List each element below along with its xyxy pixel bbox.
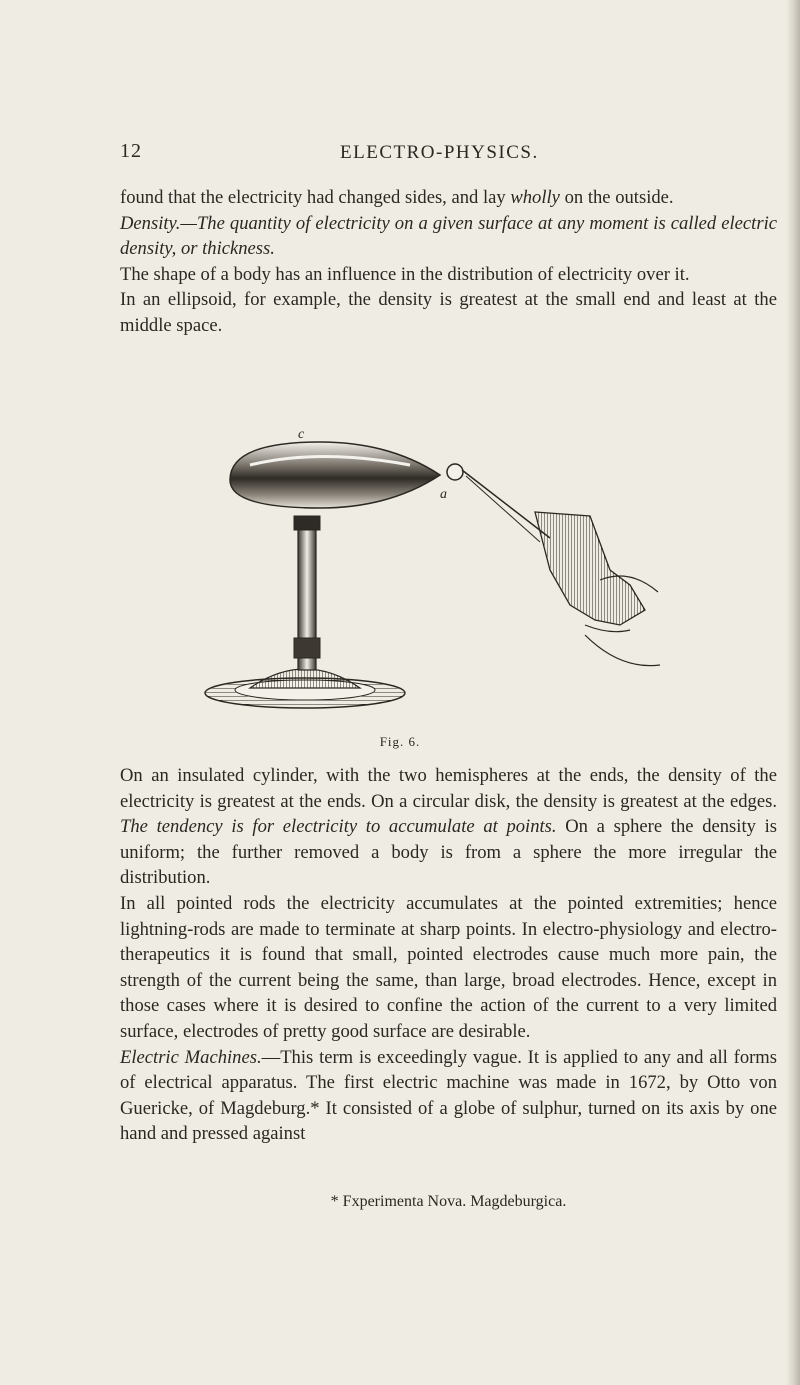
paragraph-text: The shape of a body has an influence in the distribution of electricity over it. (120, 263, 690, 285)
paragraph-text: —This term is exceedingly vague. It is applied to any and all forms of electrical apparatus. The first electric machine was made in 1672, by Otto von Guericke, of Magdeburg.* It consisted of a globe of sulphur, turned on its axis by one hand and pressed against (120, 1046, 778, 1145)
paragraph-text: In all pointed rods the electricity accumulates at the pointed extremities; hence lightning-rods are made to terminate at sharp points. In electro-physiology and electro-therapeutics it is found that small, pointed electrodes cause much more pain, the strength of the current being the same, than large, broad electrodes. Hence, except in those cases where it is desired to confine the action of the current to a very limited surface, electrodes of pretty good surface are desirable. (120, 892, 777, 1042)
paragraph (120, 185, 777, 211)
ellipsoid-apparatus-illustration (190, 420, 730, 725)
paragraph (120, 1045, 777, 1147)
page-edge-shadow (786, 0, 800, 1385)
paragraph-text: on the outside. (559, 187, 674, 208)
paragraph-density-definition (120, 211, 777, 262)
italic-heading: Electric Machines. (120, 1046, 262, 1068)
paragraph (120, 763, 777, 891)
running-title: ELECTRO-PHYSICS. (340, 142, 539, 163)
base-foot (250, 669, 360, 688)
proof-plane-ball (447, 464, 463, 480)
italic-emphasis: The tendency is for electricity to accumulate at points. (120, 816, 557, 838)
insulating-handle (462, 470, 550, 538)
paragraph (120, 287, 777, 338)
paragraph (120, 891, 777, 1045)
ellipsoid-conductor (230, 442, 440, 508)
paragraph-text: On an insulated cylinder, with the two hemispheres at the ends, the density of the electricity is greatest at the ends. On a circular disk, the density is greatest at the edges. (120, 765, 777, 812)
label-a: a (440, 487, 447, 502)
stem-collar (294, 638, 320, 658)
figure-caption: Fig. 6. (379, 734, 421, 749)
stem-cap (294, 516, 320, 530)
page-number: 12 (120, 140, 142, 162)
figure-ellipsoid-apparatus (190, 420, 730, 725)
holding-hand (535, 512, 645, 625)
paragraph (120, 262, 777, 288)
italic-emphasis: wholly (510, 187, 560, 208)
paragraph-text: In an ellipsoid, for example, the density is greatest at the small end and least at the middle space. (120, 289, 777, 336)
text-block-bottom (120, 763, 777, 1147)
paragraph-text: On a sphere the density is uniform; the further removed a body is from a sphere the more irregular the distribution. (120, 816, 777, 889)
paragraph-text: found that the electricity had changed sides, and lay (120, 187, 511, 208)
italic-definition: Density.—The quantity of electricity on a given surface at any moment is called electric density, or thickness. (120, 212, 777, 260)
page-header (0, 140, 800, 170)
text-block-top (120, 185, 777, 339)
footnote: * Fxperimenta Nova. Magdeburgica. (330, 1193, 567, 1210)
label-c: c (298, 427, 305, 442)
